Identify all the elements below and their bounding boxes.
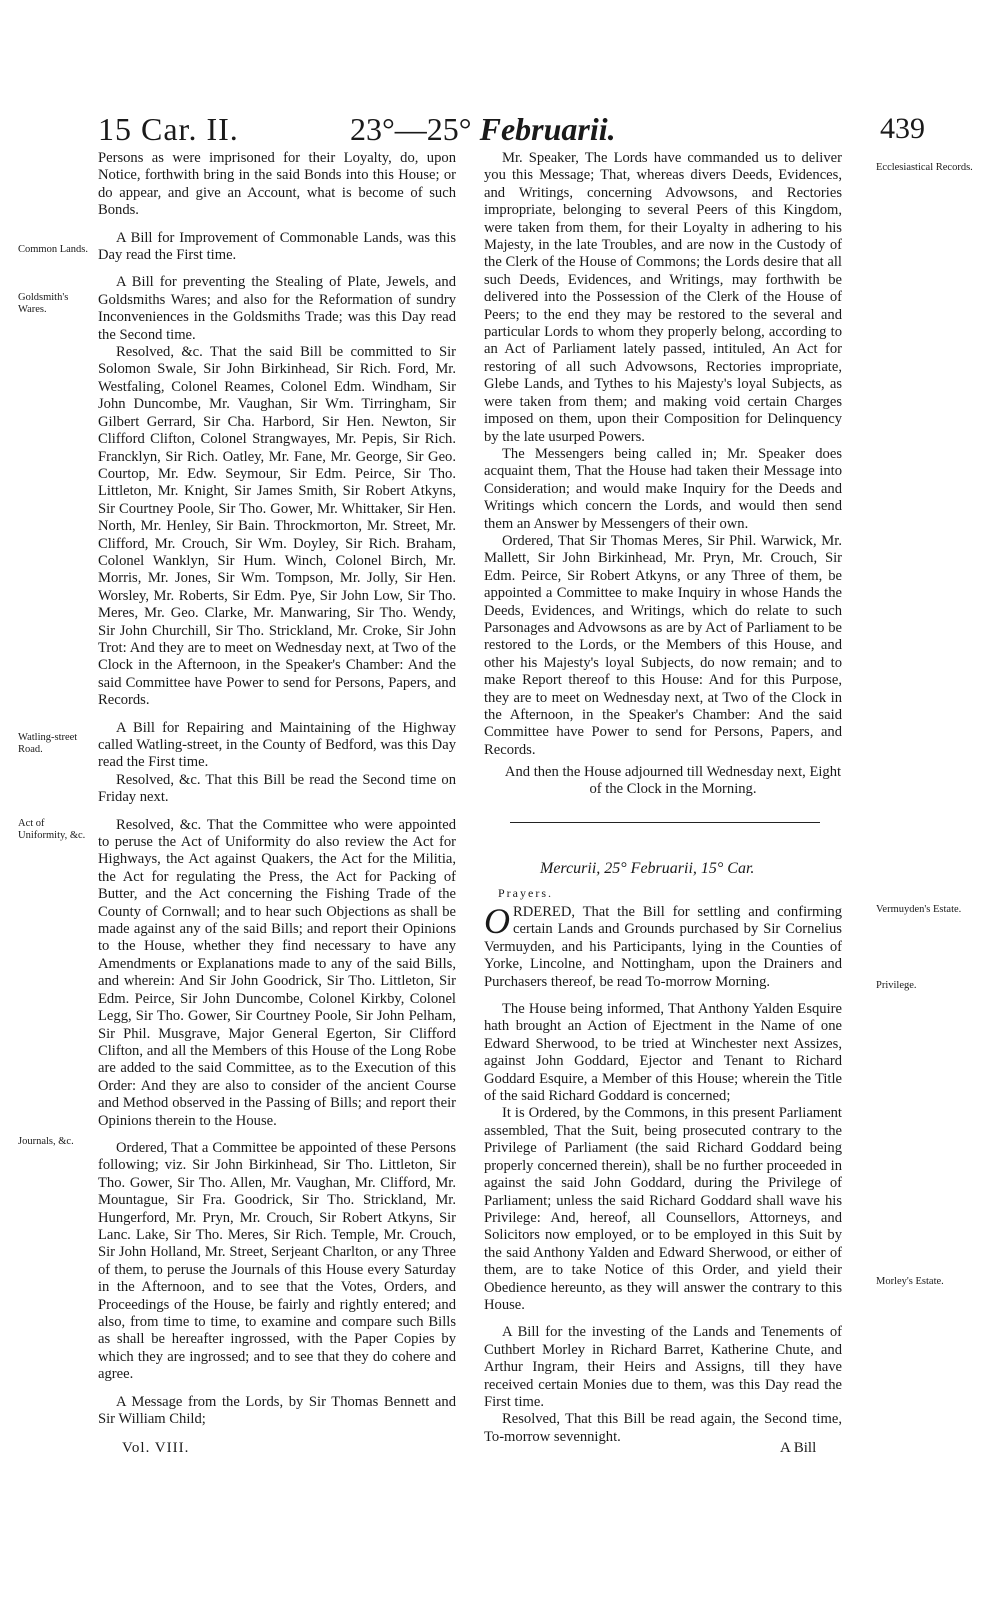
drop-cap: O — [484, 901, 510, 941]
right-column — [484, 150, 842, 759]
paragraph: It is Ordered, by the Commons, in this present Parliament assembled, That the Suit, being prosecuted contrary to the Privilege of Parliament (the said Richard Goddard being properly concerned therein), shall be no further proceeded in against the said John Goddard, during the Privilege of Parliament; unless the said Richard Goddard shall wave his Privilege: And, hereof, all Counsellors, Attorneys, and Solicitors now employed, or to be employed in this Suit by the said Anthony Yalden and Edward Sherwood, or either of them, are to take Notice of this Order, and yield their Obedience hereunto, as they will answer the contrary to this House. — [484, 1105, 842, 1313]
paragraph: A Message from the Lords, by Sir Thomas Bennett and Sir William Child; — [98, 1393, 456, 1428]
paragraph: Mr. Speaker, The Lords have commanded us to deliver you this Message; That, whereas divers Deeds, Evidences, and Writings, concerning Advowsons, and Rectories impropriate, belonging to several Peers of this Kingdom, were taken from them, for their Loyalty in adhering to his Majesty, in the late Troubles, and are now in the Custody of the Clerk of the House of Commons; the Lords desire that all such Deeds, Evidences, and Writings, may forthwith be delivered into the Possession of the Clerk of the House of Peers; to the end they may be restored to the several and particular Lords to whom they properly belong, according to an Act of Parliament lately passed, intituled, An Act for restoring of all such Advowsons, Rectories impropriate, Glebe Lands, and Tythes to his Majesty's loyal Subjects, as were taken from them; and making void certain Charges imposed on them, upon their Composition for Delinquency by the late usurped Powers. — [484, 150, 842, 445]
adjournment-note: And then the House adjourned till Wednesday next, Eight of the Clock in the Morning. — [504, 764, 842, 798]
paragraph: A Bill for preventing the Stealing of Plate, Jewels, and Goldsmiths Wares; and also for the Reformation of sundry Inconveniences in the Goldsmiths Trade; was this Day read the Second time. — [98, 274, 456, 343]
paragraph: The House being informed, That Anthony Yalden Esquire hath brought an Action of Ejectment in the Name of one Edward Sherwood, to be tried at Winchester next Assizes, against John Goddard, Ejector and Tenant to Richard Goddard Esquire, a Member of this House; wherein the Title of the said Richard Goddard is concerned; — [484, 1001, 842, 1105]
paragraph: Ordered, That Sir Thomas Meres, Sir Phil. Warwick, Mr. Mallett, Sir John Birkinhead, Mr. Pryn, Mr. Crouch, Sir Edm. Peirce, Sir Robert Atkyns, or any Three of them, be appointed a Committee to make Inquiry in whose Hands the Deeds, Evidences, and Writings, which do relate to such Parsonages and Advowsons as are by Act of Parliament to be restored to the Lords, or the Members of this House, and other his Majesty's loyal Subjects, do now remain; and to make Report thereof to this House: And for this Purpose, they are to meet on Wednesday next, at Two of the Clock in the Afternoon, in the Speaker's Chamber: And the said Committee have Power to send for Persons, Papers, and Records. — [484, 532, 842, 758]
paragraph-text: RDERED, That the Bill for settling and confirming certain Lands and Grounds purchased by Sir Cornelius Vermuyden, and his Participants, lying in the Counties of Yorke, Lincolne, and Nottingham, upon the Drainers and Purchasers thereof, be read To-morrow Morning. — [484, 904, 842, 990]
month: Februarii. — [479, 111, 616, 147]
paragraph: Ordered, That a Committee be appointed of these Persons following; viz. Sir John Birkinhead, Sir Tho. Littleton, Sir Tho. Gower, Sir Tho. Allen, Mr. Vaughan, Mr. Clifford, Mr. Mountague, Sir Fra. Goodrick, Sir Tho. Strickland, Mr. Hungerford, Mr. Pryn, Mr. Crouch, Sir Robert Atkyns, Sir Lanc. Lake, Sir Tho. Meres, Sir Rich. Temple, Mr. Crouch, Sir John Holland, Mr. Street, Serjeant Charlton, or any Three of them, to peruse the Journals of this House every Saturday in the Afternoon, and to see that the Votes, Orders, and Proceedings of the House, be fairly and rightly entered; and also, from time to time, to examine and compare such Bills as shall be hereafter ingrossed, with the Paper Copies by which they are ingrossed; and to see that they do cohere and agree. — [98, 1139, 456, 1383]
paragraph: A Bill for the investing of the Lands and Tenements of Cuthbert Morley in Richard Barret, Katherine Chute, and Arthur Ingram, their Heirs and Assigns, till they have received certain Monies due to them, was this Day read the First time. — [484, 1324, 842, 1410]
regnal-year: 15 Car. II. — [98, 111, 239, 147]
margin-note-common-lands: Common Lands. — [18, 244, 88, 255]
section-divider — [510, 822, 820, 823]
margin-note-uniformity: Act of Uniformity, &c. — [18, 818, 86, 841]
page-number: 439 — [880, 112, 925, 145]
paragraph: Resolved, &c. That the Committee who were appointed to peruse the Act of Uniformity do also review the Act for Highways, the Act against Quakers, the Act for the Militia, the Act for regulating the Press, the Act for Packing of Butter, and the Act concerning the Fishing Trade of the County of Cornwall; and to hear such Objections as shall be made against any of the said Bills; and report their Opinions to the House, whether they find necessary to have any Amendments or Explanations made to any of the said Bills, and wherein: And Sir John Goodrick, Sir Tho. Littleton, Sir Edm. Peirce, Sir John Duncombe, Colonel Kirkby, Colonel Legg, Sir Tho. Gower, Sir Courtney Poole, Sir John Pelham, Sir Phil. Musgrave, Major General Egerton, Sir Clifford Clifton, and all the Members of this House of the Long Robe are added to the said Committee, as to the Execution of this Order: And they are also to consider of the ancient Course and Method observed in the Passing of Bills; and report their Opinions therein to the House. — [98, 816, 456, 1129]
paragraph: The Messengers being called in; Mr. Speaker does acquaint them, That the House had taken their Message into Consideration; and would make Inquiry for the Deeds and Writings which concern the Lords, and would then send them an Answer by Messengers of their own. — [484, 445, 842, 532]
margin-note-goldsmiths: Goldsmith's Wares. — [18, 292, 69, 315]
paragraph: Resolved, &c. That the said Bill be committed to Sir Solomon Swale, Sir John Birkinhead, Sir Rich. Ford, Mr. Westfaling, Colonel Reames, Colonel Edm. Windham, Sir John Duncombe, Mr. Vaughan, Sir Wm. Tirringham, Sir Gilbert Gerrard, Sir Cha. Harbord, Sir Hen. Newton, Sir Clifford Clifton, Colonel Strangwayes, Mr. Pepis, Sir Rich. Francklyn, Sir Rich. Oatley, Mr. Fane, Mr. George, Sir Geo. Courtop, Mr. Edw. Seymour, Sir Edm. Peirce, Sir Tho. Littleton, Mr. Knight, Sir James Smith, Sir Robert Atkyns, Sir Courtney Poole, Sir Tho. Gower, Mr. Whittaker, Sir Hen. North, Mr. Henley, Sir Bain. Throckmorton, Mr. Street, Mr. Clifford, Mr. Crouch, Sir Wm. Doyley, Sir Rich. Braham, Colonel Wanklyn, Sir Hum. Winch, Colonel Birch, Mr. Morris, Mr. Jones, Sir Wm. Tompson, Mr. Jolly, Sir Hen. Worsley, Mr. Roberts, Sir Edm. Pye, Sir John Low, Sir Tho. Meres, Mr. Geo. Clarke, Mr. Manwaring, Sir Tho. Wendy, Sir John Churchill, Sir Tho. Strickland, Mr. Croke, Sir John Trot: And they are to meet on Wednesday next, at Two of the Clock in the Afternoon, in the Speaker's Chamber: And the said Committee have Power to send for Persons, Papers, and Records. — [98, 344, 456, 709]
catchword: A Bill — [780, 1440, 817, 1456]
paragraph: Resolved, That this Bill be read again, the Second time, To-morrow sevennight. — [484, 1411, 842, 1445]
margin-note-morley: Morley's Estate. — [876, 1276, 944, 1287]
left-column — [98, 150, 456, 1428]
paragraph: Persons as were imprisoned for their Loyalty, do, upon Notice, forthwith bring in the said Bonds into this House; or do appear, and give an Account, what is become of such Bonds. — [98, 150, 456, 219]
margin-note-journals: Journals, &c. — [18, 1136, 74, 1147]
margin-note-privilege: Privilege. — [876, 980, 917, 991]
paragraph: Resolved, &c. That this Bill be read the Second time on Friday next. — [98, 771, 456, 806]
prayers-heading: Prayers. — [498, 886, 553, 900]
volume-label: Vol. VIII. — [122, 1440, 190, 1456]
margin-note-ecclesiastical: Ecclesiastical Records. — [876, 162, 973, 173]
margin-note-vermuyden: Vermuyden's Estate. — [876, 904, 962, 915]
header-dates — [350, 112, 616, 146]
paragraph: A Bill for Improvement of Commonable Lands, was this Day read the First time. — [98, 229, 456, 264]
right-column-lower — [484, 901, 842, 1446]
paragraph: A Bill for Repairing and Maintaining of the Highway called Watling-street, in the County of Bedford, was this Day read the First time. — [98, 719, 456, 771]
margin-note-watling: Watling-street Road. — [18, 732, 78, 755]
day-heading: Mercurii, 25° Februarii, 15° Car. — [540, 860, 755, 877]
date-range: 23°—25° — [350, 111, 472, 147]
paragraph-ordered — [484, 901, 842, 991]
